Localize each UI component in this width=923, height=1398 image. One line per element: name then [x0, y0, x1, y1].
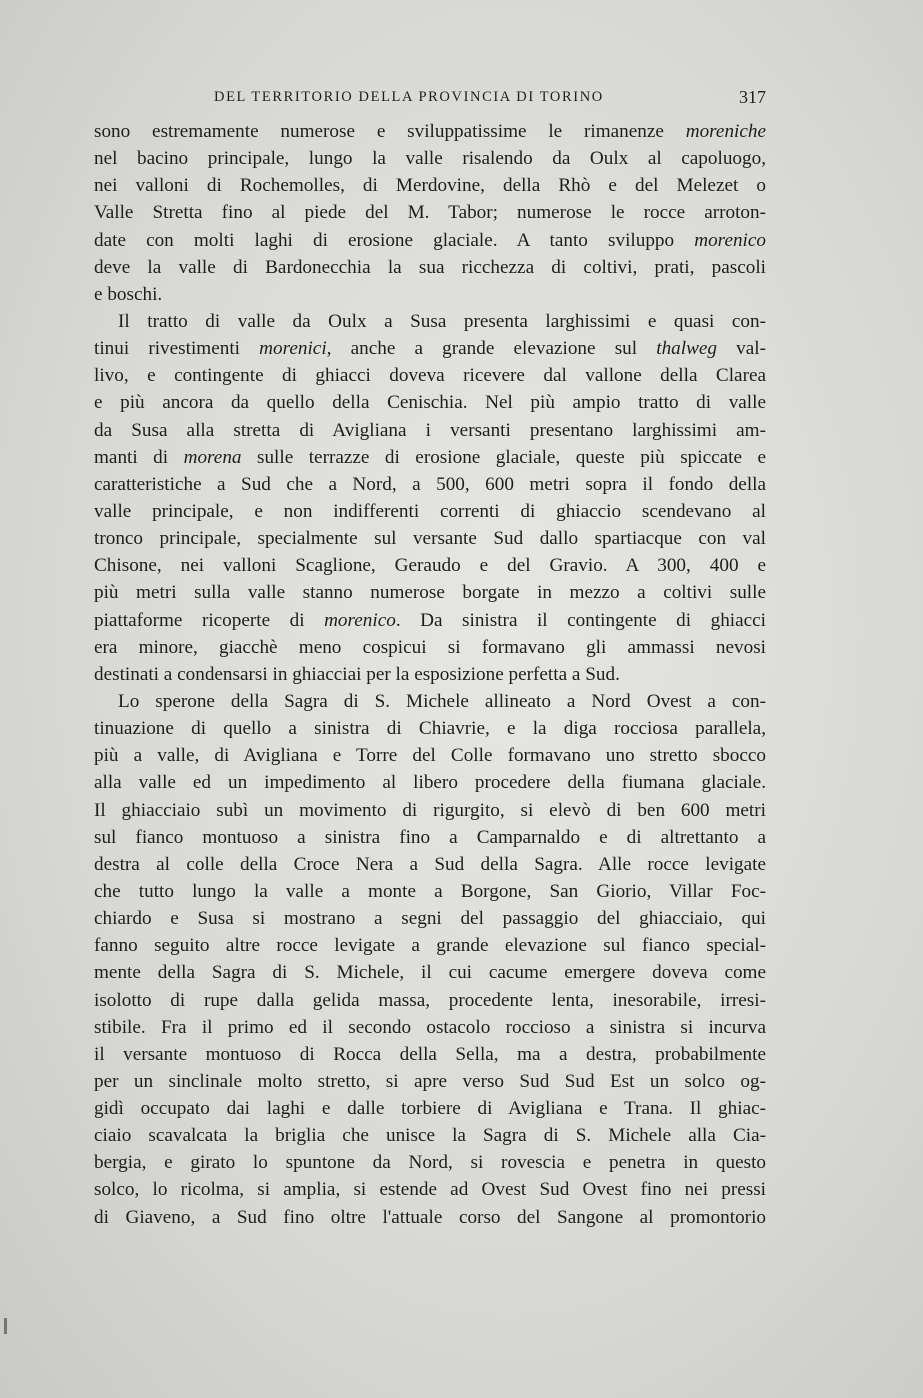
text-line	[94, 715, 766, 742]
text-run: , anche a grande elevazione sul	[326, 338, 657, 360]
italic-term: thalweg	[656, 338, 718, 360]
text-line	[94, 417, 766, 444]
text-run: chiardo e Susa si mostrano a segni del passaggio del ghiacciaio, qui	[94, 908, 766, 930]
text-run: fanno seguito altre rocce levigate a grande elevazione sul fianco special-	[94, 935, 766, 957]
text-run: di Giaveno, a Sud fino oltre l'attuale corso del Sangone al promontorio	[94, 1206, 766, 1228]
text-run: sono estremamente numerose e sviluppatissime le rimanenze	[94, 121, 686, 142]
text-line	[94, 1014, 766, 1041]
text-run: Chisone, nei valloni Scaglione, Geraudo e del Gravio. A 300, 400 e	[94, 555, 766, 577]
text-run: mente della Sagra di S. Michele, il cui cacume emergere doveva come	[94, 962, 766, 984]
text-line	[94, 281, 766, 308]
text-line	[94, 498, 766, 525]
text-line	[94, 389, 766, 416]
text-line	[94, 1149, 766, 1176]
text-line	[94, 118, 766, 145]
text-run: livo, e contingente di ghiacci doveva ricevere dal vallone della Clarea	[94, 365, 766, 387]
text-run: val-	[717, 338, 766, 360]
italic-term: morena	[183, 446, 242, 468]
text-run: più a valle, di Avigliana e Torre del Colle formavano uno stretto sbocco	[94, 745, 766, 767]
text-line	[94, 1176, 766, 1203]
text-line	[94, 688, 766, 715]
text-run: destinati a condensarsi in ghiacciai per la esposizione perfetta a Sud.	[94, 663, 620, 685]
text-line	[94, 661, 766, 688]
text-run: . Da sinistra il contingente di ghiacci	[395, 609, 766, 631]
page-header	[94, 87, 766, 113]
text-line	[94, 145, 766, 172]
text-line	[94, 335, 766, 362]
text-line	[94, 1122, 766, 1149]
text-line	[94, 607, 766, 634]
text-run: che tutto lungo la valle a monte a Borgone, San Giorio, Villar Foc-	[94, 880, 766, 902]
text-line	[94, 634, 766, 661]
text-line	[94, 227, 766, 254]
margin-mark	[4, 1318, 7, 1334]
text-line	[94, 552, 766, 579]
text-run: valle principale, e non indifferenti correnti di ghiaccio scendevano al	[94, 500, 766, 522]
text-run: tronco principale, specialmente sul versante Sud dallo spartiacque con val	[94, 528, 766, 550]
text-run: più metri sulla valle stanno numerose borgate in mezzo a coltivi sulle	[94, 582, 766, 604]
italic-term: morenico	[324, 609, 396, 631]
text-line	[94, 471, 766, 498]
text-line	[94, 308, 766, 335]
text-run: date con molti laghi di erosione glaciale. A tanto sviluppo	[94, 229, 695, 251]
text-run: isolotto di rupe dalla gelida massa, procedente lenta, inesorabile, irresi-	[94, 989, 766, 1011]
text-line	[94, 199, 766, 226]
italic-term: morenici	[259, 338, 327, 360]
text-run: caratteristiche a Sud che a Nord, a 500, 600 metri sopra il fondo della	[94, 473, 766, 495]
running-title: DEL TERRITORIO DELLA PROVINCIA DI TORINO	[214, 89, 604, 105]
text-run: nei valloni di Rochemolles, di Merdovine, della Rhò e del Melezet o	[94, 175, 766, 197]
text-line	[94, 525, 766, 552]
text-run: destra al colle della Croce Nera a Sud della Sagra. Alle rocce levigate	[94, 853, 766, 875]
text-line	[94, 878, 766, 905]
text-run: manti di	[94, 446, 184, 468]
text-run: tinuazione di quello a sinistra di Chiavrie, e la diga rocciosa parallela,	[94, 718, 766, 740]
text-line	[94, 1041, 766, 1068]
text-line	[94, 987, 766, 1014]
text-run: stibile. Fra il primo ed il secondo ostacolo roccioso a sinistra si incurva	[94, 1016, 766, 1038]
body-text	[94, 118, 766, 1231]
text-run: gidì occupato dai laghi e dalle torbiere di Avigliana e Trana. Il ghiac-	[94, 1098, 766, 1120]
text-line	[94, 1204, 766, 1231]
text-line	[94, 769, 766, 796]
text-line	[94, 362, 766, 389]
text-line	[94, 742, 766, 769]
text-run: era minore, giacchè meno cospicui si formavano gli ammassi nevosi	[94, 636, 766, 658]
text-line	[94, 172, 766, 199]
text-line	[94, 797, 766, 824]
text-run: ciaio scavalcata la briglia che unisce la Sagra di S. Michele alla Cia-	[94, 1125, 766, 1147]
text-line	[94, 579, 766, 606]
page-number: 317	[739, 87, 766, 107]
text-run: piattaforme ricoperte di	[94, 609, 325, 631]
text-run: sul fianco montuoso a sinistra fino a Camparnaldo e di altrettanto a	[94, 826, 766, 848]
text-line	[94, 824, 766, 851]
text-run: alla valle ed un impedimento al libero procedere della fiumana glaciale.	[94, 772, 766, 794]
text-line	[94, 254, 766, 281]
text-line	[94, 1095, 766, 1122]
text-run: e boschi.	[94, 283, 163, 305]
italic-term: morenico	[694, 229, 766, 251]
text-run: per un sinclinale molto stretto, si apre verso Sud Sud Est un solco og-	[94, 1070, 766, 1092]
text-line	[94, 444, 766, 471]
text-run: e più ancora da quello della Cenischia. Nel più ampio tratto di valle	[94, 392, 766, 414]
text-line	[94, 851, 766, 878]
text-line	[94, 905, 766, 932]
text-run: sulle terrazze di erosione glaciale, queste più spiccate e	[241, 446, 766, 468]
text-run: Il tratto di valle da Oulx a Susa presenta larghissimi e quasi con-	[118, 310, 766, 332]
text-run: Lo sperone della Sagra di S. Michele allineato a Nord Ovest a con-	[118, 690, 766, 712]
text-run: Il ghiacciaio subì un movimento di rigurgito, si elevò di ben 600 metri	[94, 799, 766, 821]
text-line	[94, 932, 766, 959]
italic-term: moreniche	[685, 121, 766, 142]
text-run: tinui rivestimenti	[94, 338, 260, 360]
text-line	[94, 959, 766, 986]
text-run: Valle Stretta fino al piede del M. Tabor; numerose le rocce arroton-	[94, 202, 766, 224]
text-run: deve la valle di Bardonecchia la sua ricchezza di coltivi, prati, pascoli	[94, 256, 766, 278]
text-run: bergia, e girato lo spuntone da Nord, si rovescia e penetra in questo	[94, 1152, 766, 1174]
text-line	[94, 1068, 766, 1095]
text-run: il versante montuoso di Rocca della Sella, ma a destra, probabilmente	[94, 1043, 766, 1065]
text-run: solco, lo ricolma, si amplia, si estende ad Ovest Sud Ovest fino nei pressi	[94, 1179, 766, 1201]
text-run: nel bacino principale, lungo la valle risalendo da Oulx al capoluogo,	[94, 148, 766, 170]
text-run: da Susa alla stretta di Avigliana i versanti presentano larghissimi am-	[94, 419, 766, 441]
